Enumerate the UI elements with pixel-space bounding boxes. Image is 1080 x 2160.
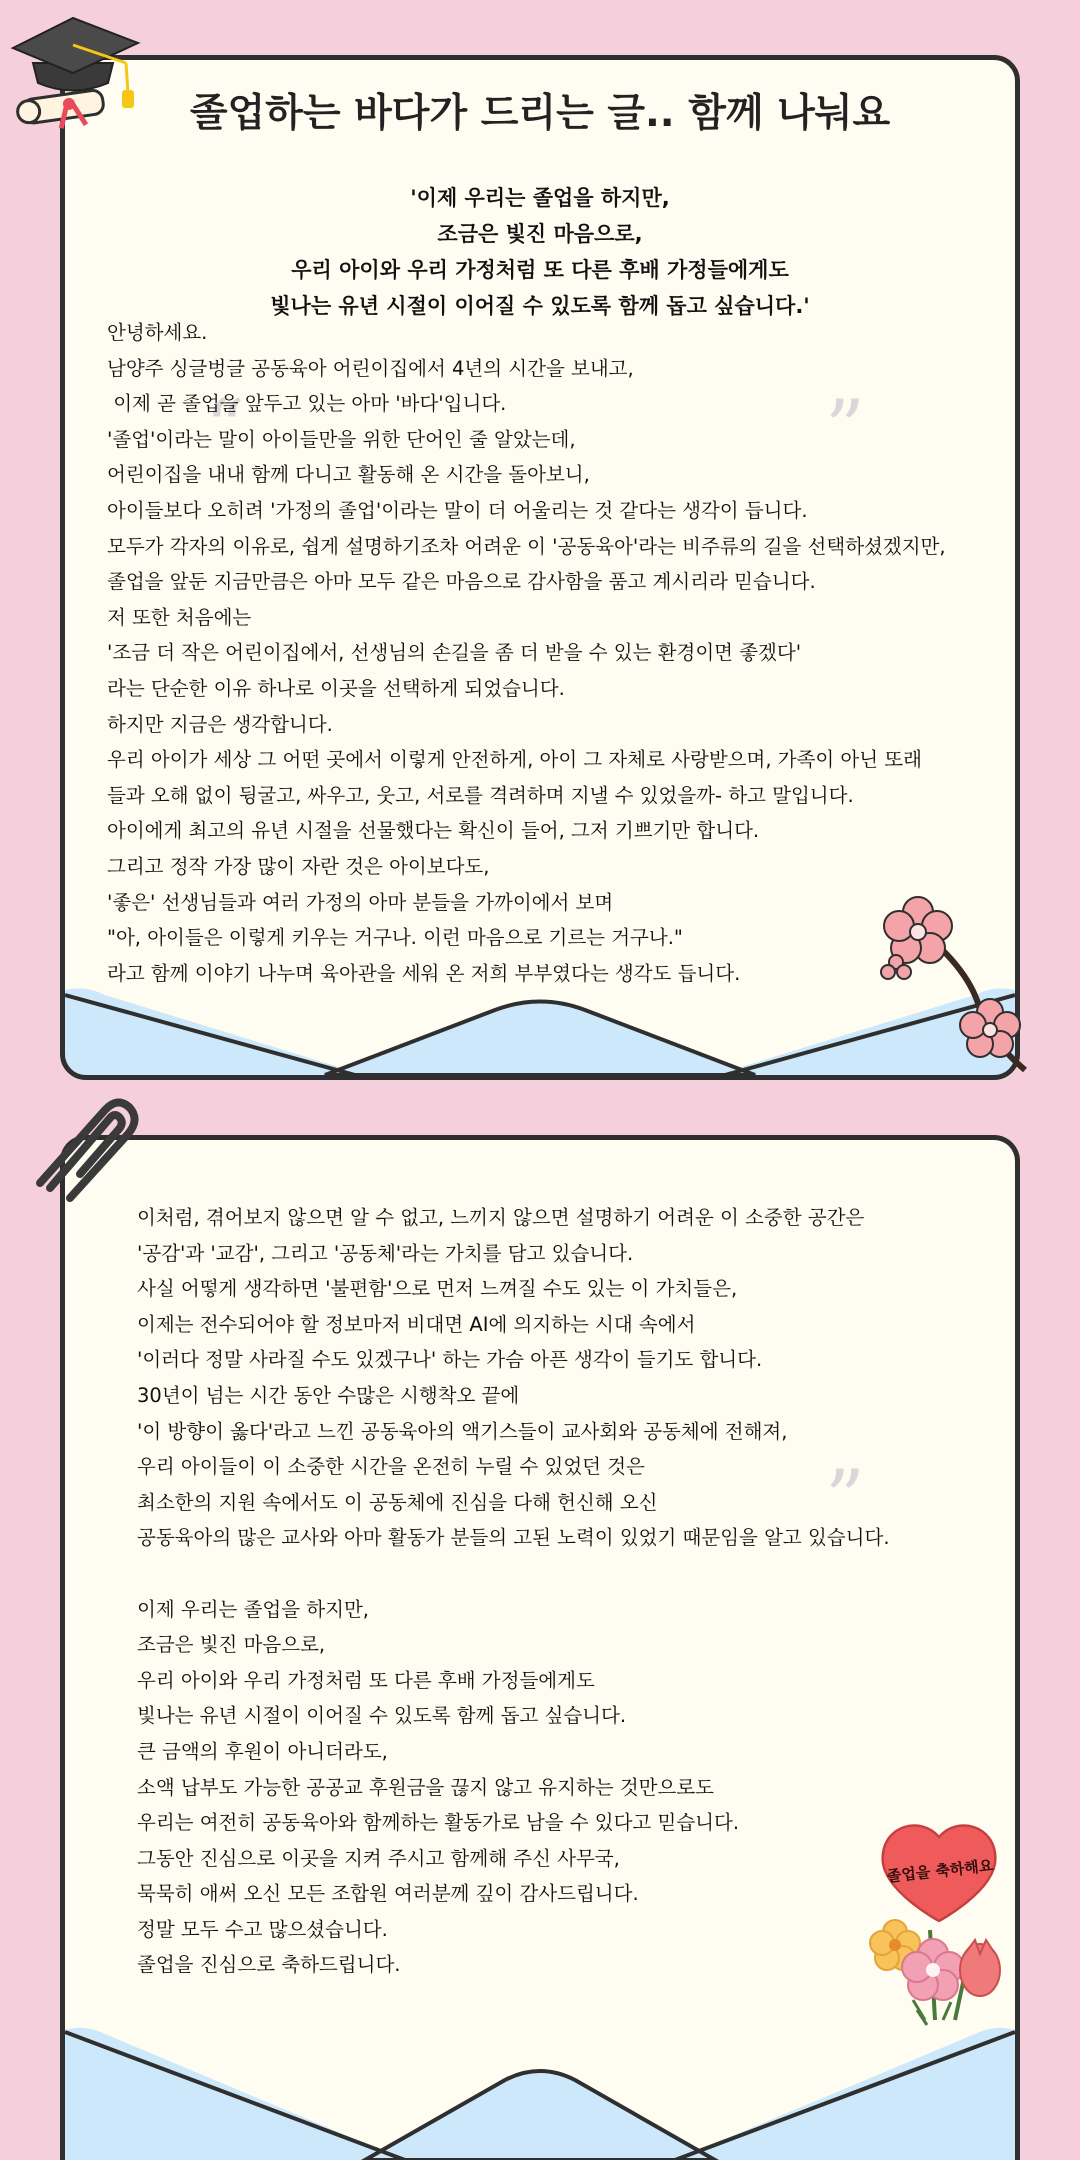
text-line: 빛나는 유년 시절이 이어질 수 있도록 함께 돕고 싶습니다. — [137, 1704, 627, 1728]
text-line: 라고 함께 이야기 나누며 육아관을 세워 온 저희 부부였다는 생각도 듭니다. — [107, 961, 741, 985]
text-line: '이러다 정말 사라질 수도 있겠구나' 하는 가슴 아픈 생각이 들기도 합니다. — [137, 1348, 763, 1372]
letter-body-part1 — [107, 315, 946, 991]
letter-card-top — [60, 55, 1020, 1080]
text-line: '조금 더 작은 어린이집에서, 선생님의 손길을 좀 더 받을 수 있는 환경이면 좋겠다' — [107, 641, 802, 665]
text-line: 졸업을 진심으로 축하드립니다. — [137, 1953, 401, 1977]
text-line: 어린이집을 내내 함께 다니고 활동해 온 시간을 돌아보니, — [107, 463, 590, 487]
graduation-cap-icon — [8, 8, 143, 148]
text-line: 묵묵히 애써 오신 모든 조합원 여러분께 깊이 감사드립니다. — [137, 1882, 639, 1906]
blank-line — [137, 1556, 890, 1592]
text-line: '졸업'이라는 말이 아이들만을 위한 단어인 줄 알았는데, — [107, 427, 576, 451]
text-line: 하지만 지금은 생각합니다. — [107, 712, 333, 736]
quote-line: 조금은 빛진 마음으로, — [437, 222, 643, 246]
text-line: 공동육아의 많은 교사와 아마 활동가 분들의 고된 노력이 있었기 때문임을 알고 있습니다. — [137, 1526, 890, 1550]
text-line: 이처럼, 겪어보지 않으면 알 수 없고, 느끼지 않으면 설명하기 어려운 이 소중한 공간은 — [137, 1206, 865, 1229]
quote-mark-icon: ” — [825, 1454, 865, 1544]
paperclip-icon — [25, 1098, 145, 1208]
envelope-flap-decoration — [65, 965, 1015, 1075]
text-line: 30년이 넘는 시간 동안 수많은 시행착오 끝에 — [137, 1383, 520, 1407]
cherry-blossom-icon — [880, 890, 1040, 1080]
letter-body-part2 — [137, 1200, 890, 1983]
heart-label: 졸업을 축하해요 — [886, 1856, 995, 1886]
text-line: 아이들보다 오히려 '가정의 졸업'이라는 말이 더 어울리는 것 같다는 생각이 듭니다. — [107, 498, 808, 522]
text-line: 큰 금액의 후원이 아니더라도, — [137, 1739, 388, 1763]
quote-mark-icon: “ — [205, 384, 245, 474]
text-line: '좋은' 선생님들과 여러 가정의 아마 분들을 가까이에서 보며 — [107, 890, 614, 914]
highlight-quote — [65, 180, 1015, 324]
text-line: 우리는 여전히 공동육아와 함께하는 활동가로 남을 수 있다고 믿습니다. — [137, 1811, 740, 1835]
text-line: 모두가 각자의 이유로, 쉽게 설명하기조차 어려운 이 '공동육아'라는 비주류의 길을 선택하셨겠지만, — [107, 534, 946, 558]
text-line: 안녕하세요. — [107, 321, 208, 344]
text-line: 소액 납부도 가능한 공공교 후원금을 끊지 않고 유지하는 것만으로도 — [137, 1775, 715, 1799]
page-title: 졸업하는 바다가 드리는 글.. 함께 나눠요 — [189, 91, 891, 136]
text-line: 우리 아이가 세상 그 어떤 곳에서 이렇게 안전하게, 아이 그 자체로 사랑받으며, 가족이 아닌 또래 — [107, 748, 922, 772]
text-line: 이제 우리는 졸업을 하지만, — [137, 1597, 370, 1621]
text-line: 졸업을 앞둔 지금만큼은 아마 모두 같은 마음으로 감사함을 품고 계시리라 믿습니다. — [107, 570, 816, 594]
text-line: 라는 단순한 이유 하나로 이곳을 선택하게 되었습니다. — [107, 676, 565, 700]
text-line: 그리고 정작 가장 많이 자란 것은 아이보다도, — [107, 854, 490, 878]
text-line: 아이에게 최고의 유년 시절을 선물했다는 확신이 들어, 그저 기쁘기만 합니다. — [107, 819, 760, 843]
quote-line: '이제 우리는 졸업을 하지만, — [410, 186, 670, 210]
text-line: 우리 아이와 우리 가정처럼 또 다른 후배 가정들에게도 — [137, 1668, 595, 1692]
text-line: 그동안 진심으로 이곳을 지켜 주시고 함께해 주신 사무국, — [137, 1846, 620, 1870]
text-line: 정말 모두 수고 많으셨습니다. — [137, 1917, 388, 1941]
text-line: 사실 어떻게 생각하면 '불편함'으로 먼저 느껴질 수도 있는 이 가치들은, — [137, 1277, 738, 1301]
quote-mark-icon: ” — [825, 384, 865, 474]
quote-line: 우리 아이와 우리 가정처럼 또 다른 후배 가정들에게도 — [291, 258, 789, 282]
text-line: 들과 오해 없이 뒹굴고, 싸우고, 웃고, 서로를 격려하며 지낼 수 있었을까- 하고 말입니다. — [107, 783, 854, 807]
text-line: "아, 아이들은 이렇게 키우는 거구나. 이런 마음으로 기르는 거구나." — [107, 926, 683, 950]
text-line: 조금은 빛진 마음으로, — [137, 1633, 326, 1657]
quote-line: 빛나는 유년 시절이 이어질 수 있도록 함께 돕고 싶습니다.' — [270, 294, 810, 318]
text-line: 남양주 싱글벙글 공동육아 어린이집에서 4년의 시간을 보내고, — [107, 356, 634, 380]
heart-flower-bouquet-icon — [855, 1820, 1025, 2060]
text-line: 최소한의 지원 속에서도 이 공동체에 진심을 다해 헌신해 오신 — [137, 1490, 658, 1514]
text-line: 이제는 전수되어야 할 정보마저 비대면 AI에 의지하는 시대 속에서 — [137, 1312, 696, 1336]
text-line: 저 또한 처음에는 — [107, 605, 252, 629]
text-line: 우리 아이들이 이 소중한 시간을 온전히 누릴 수 있었던 것은 — [137, 1455, 645, 1479]
text-line: '공감'과 '교감', 그리고 '공동체'라는 가치를 담고 있습니다. — [137, 1241, 634, 1265]
text-line: '이 방향이 옳다'라고 느낀 공동육아의 액기스들이 교사회와 공동체에 전해져, — [137, 1419, 788, 1443]
text-line: 이제 곧 졸업을 앞두고 있는 아마 '바다'입니다. — [107, 392, 507, 416]
